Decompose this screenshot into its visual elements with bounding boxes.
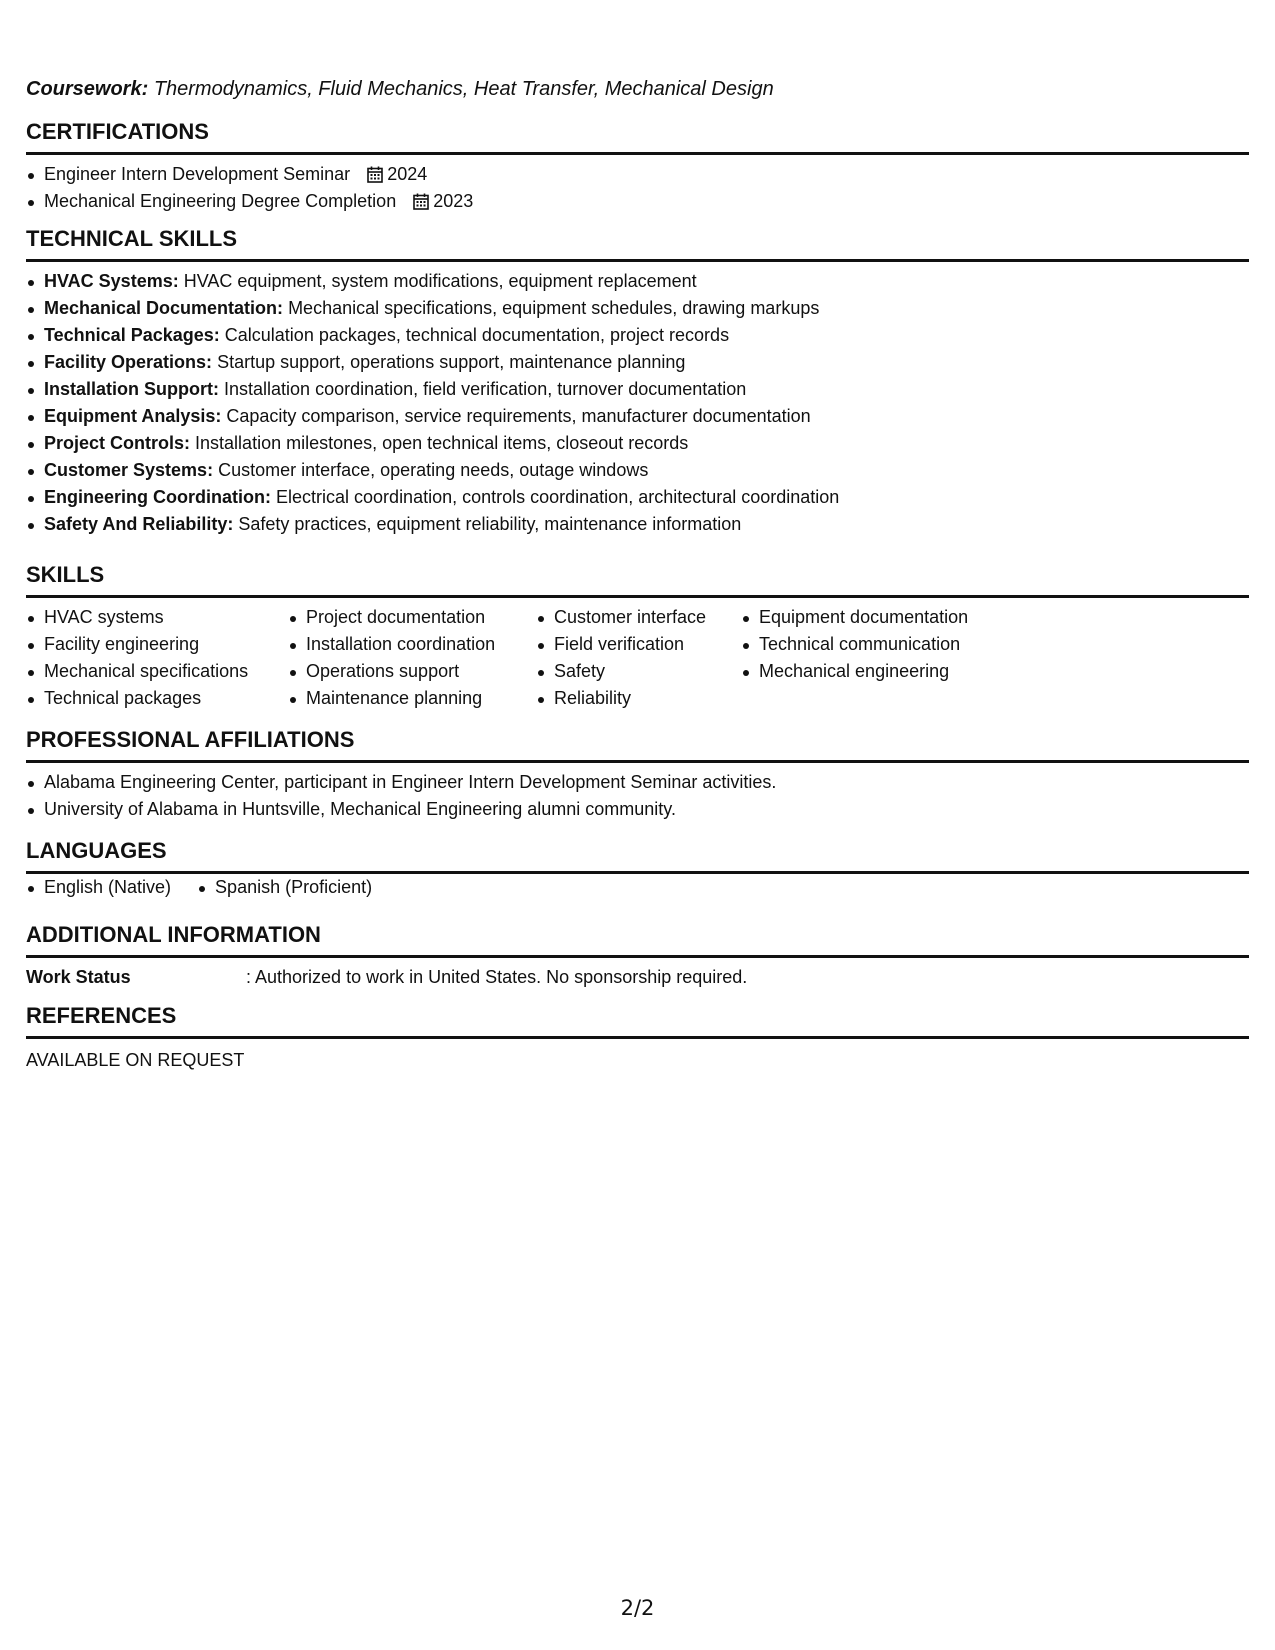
skill-item: Project documentation xyxy=(288,604,536,631)
certification-year: 2024 xyxy=(387,164,428,184)
technical-skill-label: Mechanical Documentation: xyxy=(44,298,284,318)
affiliations-heading: PROFESSIONAL AFFILIATIONS xyxy=(26,726,1249,763)
languages-heading: LANGUAGES xyxy=(26,837,1249,874)
technical-skill-item xyxy=(26,268,1249,295)
technical-skill-label: Equipment Analysis: xyxy=(44,406,222,426)
language-item: English (Native) xyxy=(26,874,171,901)
technical-skill-label: Customer Systems: xyxy=(44,460,214,480)
technical-skill-item xyxy=(26,322,1249,349)
info-value: : Authorized to work in United States. No sponsorship required. xyxy=(246,967,748,987)
skill-item: Equipment documentation xyxy=(741,604,1001,631)
certifications-list xyxy=(26,161,1249,215)
skill-item: Safety xyxy=(536,658,741,685)
technical-skill-item xyxy=(26,511,1249,538)
skill-item: Maintenance planning xyxy=(288,685,536,712)
affiliations-list xyxy=(26,769,1249,823)
technical-skill-text: Calculation packages, technical documentation, project records xyxy=(224,325,730,345)
skill-item: Customer interface xyxy=(536,604,741,631)
technical-skill-text: Electrical coordination, controls coordination, architectural coordination xyxy=(276,487,840,507)
skill-item: Mechanical specifications xyxy=(26,658,288,685)
page-number: 2/2 xyxy=(620,1596,655,1620)
certification-item xyxy=(26,188,1249,215)
skills-section xyxy=(26,561,1249,712)
skill-item: Field verification xyxy=(536,631,741,658)
technical-skill-item xyxy=(26,295,1249,322)
technical-skills-heading: TECHNICAL SKILLS xyxy=(26,225,1249,262)
skill-item: Mechanical engineering xyxy=(741,658,1001,685)
skills-column xyxy=(741,604,1001,712)
calendar-icon xyxy=(413,193,429,210)
skill-item: HVAC systems xyxy=(26,604,288,631)
technical-skill-text: Installation coordination, field verification, turnover documentation xyxy=(224,379,747,399)
technical-skill-label: Safety And Reliability: xyxy=(44,514,234,534)
certification-name: Mechanical Engineering Degree Completion xyxy=(44,191,397,211)
coursework-text: Thermodynamics, Fluid Mechanics, Heat Transfer, Mechanical Design xyxy=(153,78,774,100)
technical-skill-item xyxy=(26,430,1249,457)
technical-skill-text: Customer interface, operating needs, outage windows xyxy=(218,460,649,480)
certification-name: Engineer Intern Development Seminar xyxy=(44,164,351,184)
info-row xyxy=(26,964,1249,991)
technical-skill-item xyxy=(26,403,1249,430)
technical-skill-text: Startup support, operations support, maintenance planning xyxy=(217,352,686,372)
technical-skill-text: HVAC equipment, system modifications, equipment replacement xyxy=(183,271,697,291)
skills-column xyxy=(536,604,741,712)
technical-skill-text: Mechanical specifications, equipment schedules, drawing markups xyxy=(288,298,820,318)
skills-heading: SKILLS xyxy=(26,561,1249,598)
languages-section xyxy=(26,837,1249,901)
technical-skill-item xyxy=(26,484,1249,511)
technical-skill-text: Safety practices, equipment reliability, maintenance information xyxy=(238,514,742,534)
skills-column xyxy=(26,604,288,712)
languages-list xyxy=(26,874,1249,901)
references-text: AVAILABLE ON REQUEST xyxy=(26,1050,245,1070)
skill-item: Operations support xyxy=(288,658,536,685)
references-section xyxy=(26,1002,1249,1074)
calendar-icon xyxy=(367,166,383,183)
technical-skill-label: Engineering Coordination: xyxy=(44,487,271,507)
additional-information-section xyxy=(26,921,1249,991)
technical-skill-text: Capacity comparison, service requirements, manufacturer documentation xyxy=(226,406,811,426)
technical-skill-label: Installation Support: xyxy=(44,379,219,399)
affiliations-section xyxy=(26,726,1249,823)
affiliation-item: University of Alabama in Huntsville, Mechanical Engineering alumni community. xyxy=(26,796,1249,823)
technical-skill-text: Installation milestones, open technical items, closeout records xyxy=(195,433,689,453)
technical-skill-item xyxy=(26,376,1249,403)
skill-item: Technical communication xyxy=(741,631,1001,658)
affiliation-item: Alabama Engineering Center, participant in Engineer Intern Development Seminar activities. xyxy=(26,769,1249,796)
skill-item: Facility engineering xyxy=(26,631,288,658)
skill-item: Reliability xyxy=(536,685,741,712)
skill-item: Installation coordination xyxy=(288,631,536,658)
skills-column xyxy=(288,604,536,712)
technical-skill-label: Technical Packages: xyxy=(44,325,220,345)
references-heading: REFERENCES xyxy=(26,1002,1249,1039)
skills-grid xyxy=(26,604,1249,712)
technical-skill-label: Project Controls: xyxy=(44,433,191,453)
coursework-line xyxy=(26,78,774,101)
technical-skill-item xyxy=(26,349,1249,376)
language-item: Spanish (Proficient) xyxy=(197,874,372,901)
skill-item: Technical packages xyxy=(26,685,288,712)
technical-skills-section xyxy=(26,225,1249,538)
technical-skill-label: HVAC Systems: xyxy=(44,271,179,291)
certification-year: 2023 xyxy=(433,191,474,211)
certification-item xyxy=(26,161,1249,188)
additional-information-heading: ADDITIONAL INFORMATION xyxy=(26,921,1249,958)
technical-skill-label: Facility Operations: xyxy=(44,352,213,372)
certifications-section xyxy=(26,118,1249,215)
coursework-label: Coursework: xyxy=(26,78,149,100)
technical-skills-list xyxy=(26,268,1249,538)
info-key: Work Status xyxy=(26,967,131,987)
certifications-heading: CERTIFICATIONS xyxy=(26,118,1249,155)
technical-skill-item xyxy=(26,457,1249,484)
